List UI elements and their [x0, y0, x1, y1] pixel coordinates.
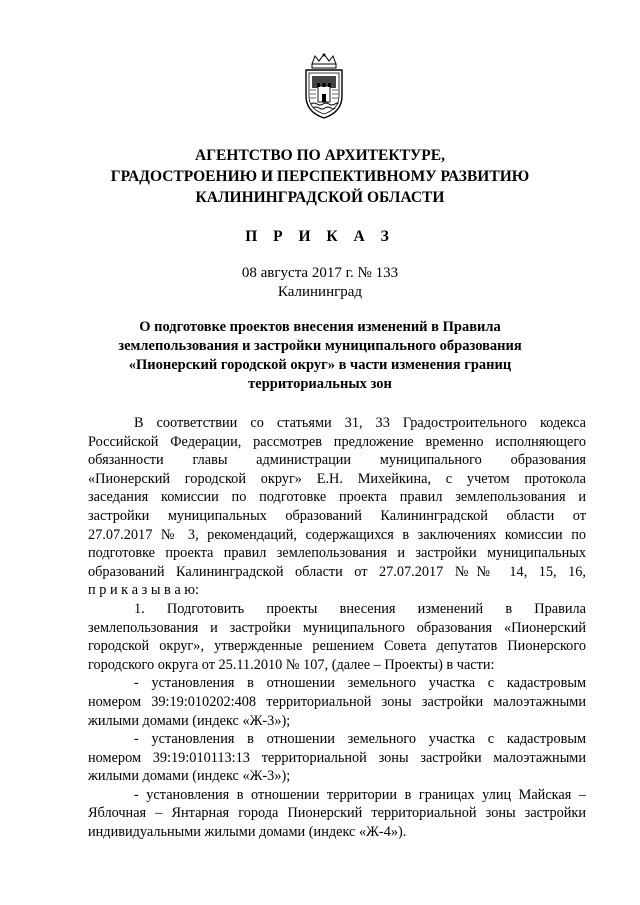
order-subject [100, 318, 540, 394]
order-directive: п р и к а з ы в а ю: [88, 582, 199, 599]
agency-name-line: АГЕНТСТВО ПО АРХИТЕКТУРЕ, [195, 147, 445, 164]
body-line: индивидуальными жилыми домами (индекс «Ж-4»). [88, 824, 407, 841]
agency-name [60, 145, 580, 208]
order-title: П Р И К А З [245, 228, 395, 245]
body-line: Яблочная – Янтарная города Пионерский территориальной зоны застройки [88, 805, 586, 822]
subject-line: О подготовке проектов внесения изменений в Правила [139, 319, 501, 335]
order-date-place [0, 264, 640, 302]
list-item-line: - установления в отношении земельного участка с кадастровым [134, 731, 586, 748]
body-line: городского округа от 25.11.2010 № 107, (далее – Проекты) в части: [88, 656, 495, 673]
subject-line: территориальных зон [248, 376, 392, 392]
body-line: 27.07.2017 № 3, рекомендаций, содержащихся в заключениях комиссии по [88, 526, 586, 543]
order-body [88, 414, 586, 842]
body-line: В соответствии со статьями 31, 33 Градостроительного кодекса [134, 415, 586, 431]
clause-1-line: 1. Подготовить проекты внесения изменений в Правила [134, 600, 586, 617]
body-line: номером 39:19:010113:13 территориальной зоны застройки малоэтажными [88, 749, 586, 766]
body-line: заседания комиссии по подготовке проекта правил землепользования и [88, 489, 586, 506]
body-line: образований Калининградской области от 27.07.2017 №№ 14, 15, 16, [88, 563, 586, 580]
order-city: Калининград [277, 284, 363, 300]
body-line: застройки муниципальных образований Калининградской области от [88, 507, 586, 524]
body-line: номером 39:19:010202:408 территориальной зоны застройки малоэтажными [88, 693, 586, 710]
coat-of-arms-icon [298, 52, 350, 122]
list-item-line: - установления в отношении территории в границах улиц Майская – [134, 786, 586, 803]
body-line: жилыми домами (индекс «Ж-3»); [88, 768, 291, 785]
body-line: землепользования и застройки муниципального образования «Пионерский [88, 619, 586, 636]
body-line: Российской Федерации, рассмотрев предложение временно исполняющего [88, 433, 586, 450]
body-line: городской округ», утвержденные решением Совета депутатов Пионерского [88, 638, 586, 655]
body-line: подготовке проекта правил землепользования и застройки муниципальных [88, 545, 586, 562]
agency-name-line: ГРАДОСТРОЕНИЮ И ПЕРСПЕКТИВНОМУ РАЗВИТИЮ [110, 168, 530, 185]
body-line: «Пионерский городской округ» Е.Н. Михейкина, с учетом протокола [88, 470, 586, 487]
body-line: жилыми домами (индекс «Ж-3»); [88, 712, 291, 729]
order-date-number: 08 августа 2017 г. № 133 [241, 265, 399, 281]
list-item-line: - установления в отношении земельного участка с кадастровым [134, 675, 586, 692]
body-line: обязанности главы администрации муниципального образования [88, 452, 586, 469]
agency-name-line: КАЛИНИНГРАДСКОЙ ОБЛАСТИ [195, 189, 445, 206]
subject-line: «Пионерский городской округ» в части изменения границ [128, 357, 512, 373]
subject-line: землепользования и застройки муниципального образования [118, 338, 522, 354]
